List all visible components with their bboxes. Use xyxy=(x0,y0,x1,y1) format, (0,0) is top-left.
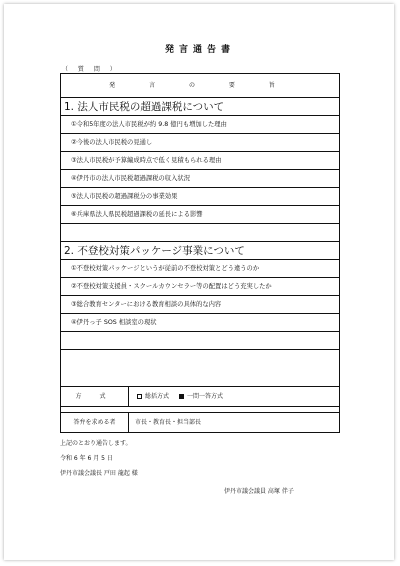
topic-item: ⑥兵庫県法人県民税超過課税の延長による影響 xyxy=(61,206,339,224)
blank-row xyxy=(61,332,339,350)
option-comprehensive-label: 総括方式 xyxy=(145,393,170,400)
method-row xyxy=(60,386,340,407)
summary-table xyxy=(60,73,340,433)
blank-row xyxy=(61,224,339,242)
method-options xyxy=(137,387,223,406)
document-title: 発言通告書 xyxy=(164,45,235,55)
topic-item: ②今後の法人市民税の見通し xyxy=(61,134,339,152)
checkbox-comprehensive[interactable] xyxy=(137,394,142,399)
checkbox-one-question-one-answer[interactable] xyxy=(179,394,184,399)
topic-item: ①不登校対策パッケージというが従前の不登校対策とどう違うのか xyxy=(61,260,339,278)
method-label: 方 式 xyxy=(61,387,129,406)
option-one-question-one-answer-label: 一問一答方式 xyxy=(186,393,223,400)
topic-item: ②不登校対策支援員・スクールカウンセラー等の配置はどう充実したか xyxy=(61,278,339,296)
summary-table-header: 発 言 の 要 旨 xyxy=(61,74,339,98)
topic-item: ⑤法人市民税の超過課税分の事業効果 xyxy=(61,188,339,206)
notice-statement: 上記のとおり通告します。 xyxy=(60,440,132,447)
respondent-value: 市長・教育長・担当部長 xyxy=(135,419,202,426)
topic-item: ③総合教育センターにおける教育相談の具体的な内容 xyxy=(61,296,339,314)
topic-item: ④伊丹っ子 SOS 相談室の現状 xyxy=(61,314,339,332)
topic-item: ③法人市民税が予算編成時点で低く見積もられる理由 xyxy=(61,152,339,170)
topic-item: ④伊丹市の法人市民税超過課税の収入状況 xyxy=(61,170,339,188)
respondent-row xyxy=(60,412,340,433)
notice-date: 令和 6 年 6 月 5 日 xyxy=(60,455,113,462)
addressee: 伊丹市議会議長 戸田 龍起 様 xyxy=(60,470,138,477)
document-type-label: （ 質 問 ） xyxy=(62,66,120,73)
section-heading: 2. 不登校対策パッケージ事業について xyxy=(61,242,339,260)
respondent-label: 答弁を求める者 xyxy=(61,413,129,432)
section-heading: 1. 法人市民税の超過課税について xyxy=(61,98,339,116)
topic-item: ①令和5年度の法人市民税が約 9.8 億円も増加した理由 xyxy=(61,116,339,134)
sender: 伊丹市議会議員 高塚 伴子 xyxy=(224,488,294,495)
blank-row xyxy=(61,350,339,368)
